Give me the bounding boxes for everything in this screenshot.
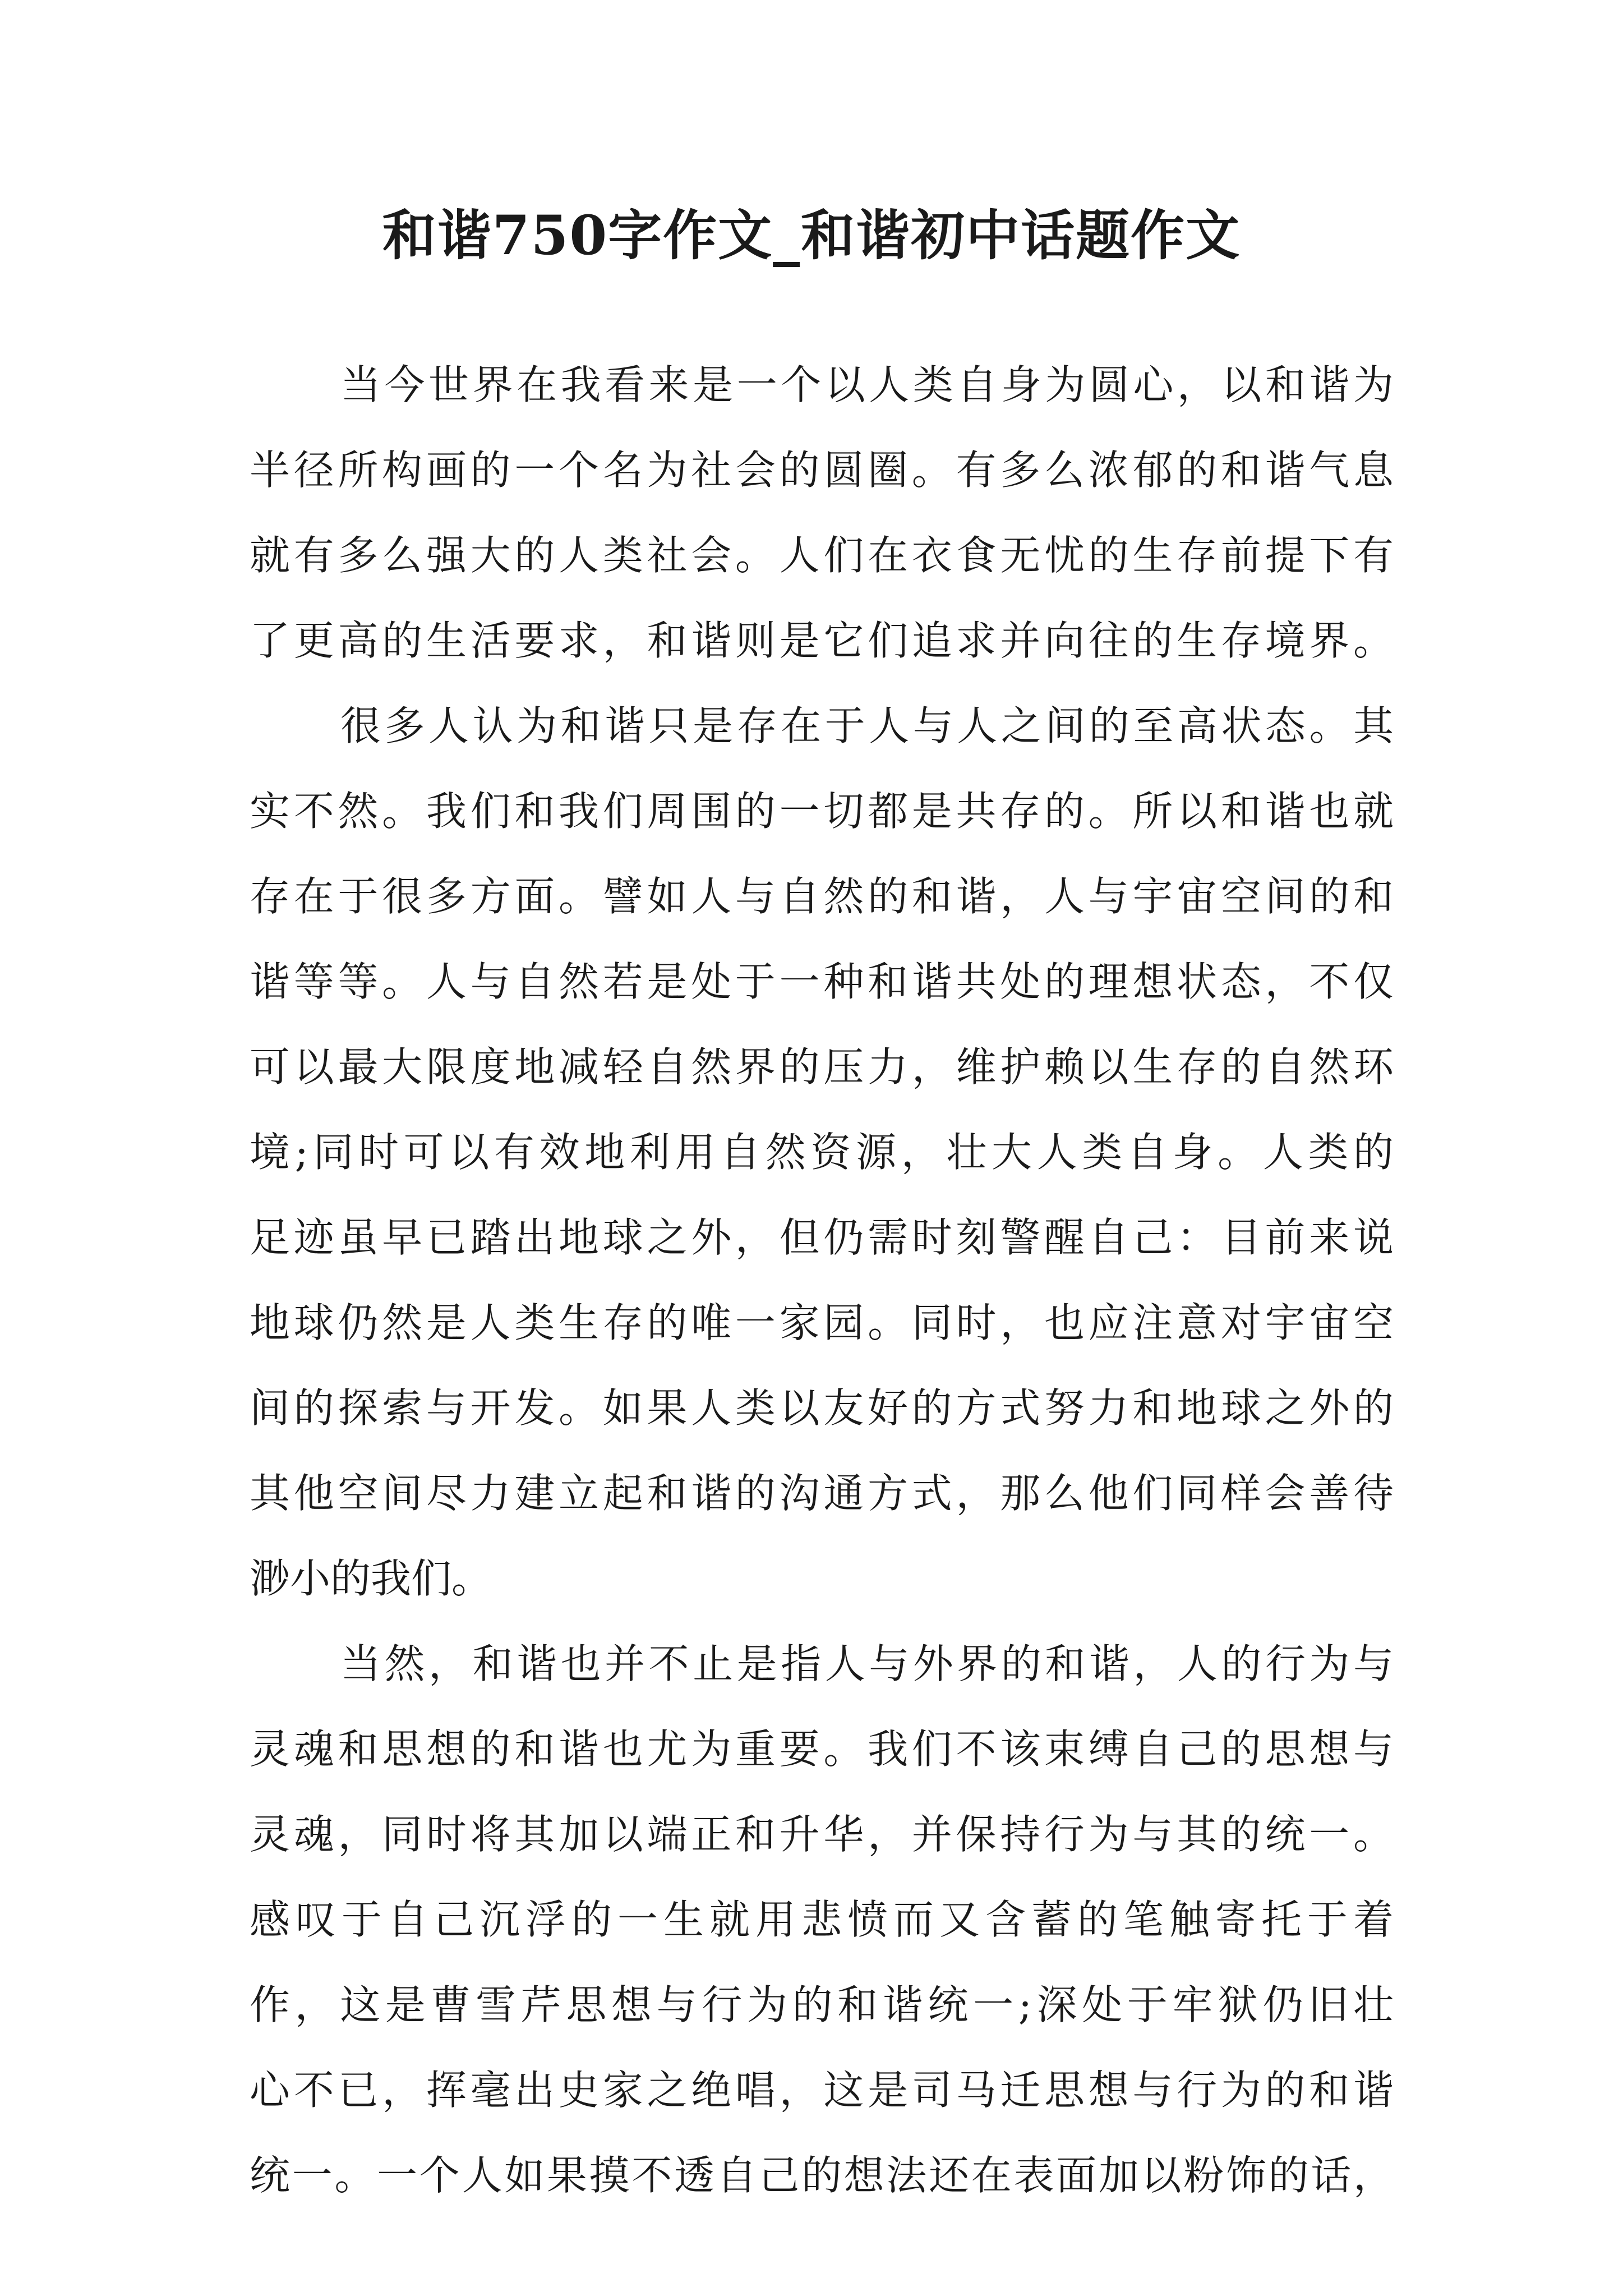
- paragraph-3-line-6: 心不已，挥毫出史家之绝唱，这是司马迁思想与行为的和谐: [250, 2067, 1394, 2114]
- paragraph-2-line-3: 存在于很多方面。譬如人与自然的和谐，人与宇宙空间的和: [250, 873, 1394, 920]
- paragraph-1-line-3: 就有多么强大的人类社会。人们在衣食无忧的生存前提下有: [250, 532, 1394, 579]
- paragraph-2-line-5: 可以最大限度地减轻自然界的压力，维护赖以生存的自然环: [250, 1043, 1394, 1091]
- paragraph-2-line-10: 其他空间尽力建立起和谐的沟通方式，那么他们同样会善待: [250, 1470, 1394, 1517]
- paragraph-2-line-9: 间的探索与开发。如果人类以友好的方式努力和地球之外的: [250, 1384, 1394, 1432]
- paragraph-1-line-4: 了更高的生活要求，和谐则是它们追求并向往的生存境界。: [250, 617, 1394, 664]
- paragraph-2-line-8: 地球仍然是人类生存的唯一家园。同时，也应注意对宇宙空: [250, 1299, 1394, 1346]
- paragraph-3-line-5: 作，这是曹雪芹思想与行为的和谐统一;深处于牢狱仍旧壮: [250, 1981, 1394, 2028]
- paragraph-3-line-2: 灵魂和思想的和谐也尤为重要。我们不该束缚自己的思想与: [250, 1726, 1394, 1773]
- paragraph-2-line-4: 谐等等。人与自然若是处于一种和谐共处的理想状态，不仅: [250, 958, 1394, 1005]
- paragraph-3-line-1: 当然，和谐也并不止是指人与外界的和谐，人的行为与: [340, 1640, 1394, 1687]
- paragraph-1-line-2: 半径所构画的一个名为社会的圆圈。有多么浓郁的和谐气息: [250, 447, 1394, 494]
- document-title: 和谐750字作文_和谐初中话题作文: [382, 204, 1241, 267]
- document-body: [250, 342, 1394, 2218]
- paragraph-2-line-7: 足迹虽早已踏出地球之外，但仍需时刻警醒自己：目前来说: [250, 1214, 1394, 1261]
- paragraph-3-line-3: 灵魂，同时将其加以端正和升华，并保持行为与其的统一。: [250, 1811, 1394, 1858]
- paragraph-3-line-7: 统一。一个人如果摸不透自己的想法还在表面加以粉饰的话，: [250, 2152, 1394, 2199]
- paragraph-3-line-4: 感叹于自己沉浮的一生就用悲愤而又含蓄的笔触寄托于着: [250, 1896, 1394, 1943]
- paragraph-2-line-11: 渺小的我们。: [250, 1555, 492, 1602]
- paragraph-1-line-1: 当今世界在我看来是一个以人类自身为圆心，以和谐为: [340, 361, 1394, 408]
- paragraph-2-line-1: 很多人认为和谐只是存在于人与人之间的至高状态。其: [340, 702, 1394, 749]
- paragraph-2-line-6: 境;同时可以有效地利用自然资源，壮大人类自身。人类的: [250, 1129, 1394, 1176]
- paragraph-2-line-2: 实不然。我们和我们周围的一切都是共存的。所以和谐也就: [250, 788, 1394, 835]
